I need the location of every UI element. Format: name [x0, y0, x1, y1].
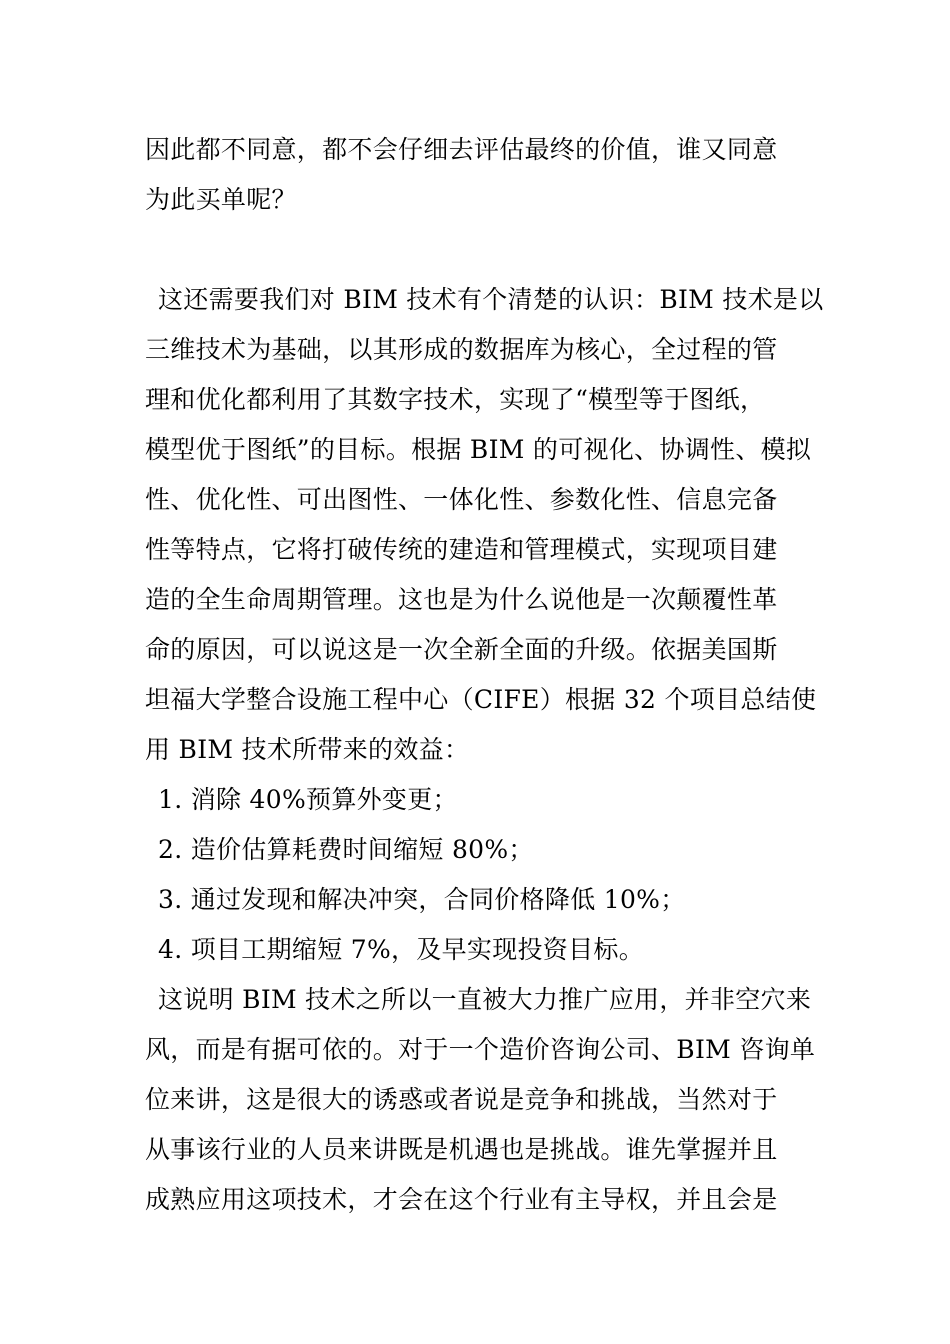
paragraph-2-line-8: 命的原因，可以说这是一次全新全面的升级。依据美国斯: [145, 635, 778, 664]
paragraph-1-line-1: 因此都不同意，都不会仔细去评估最终的价值，谁又同意: [145, 135, 778, 164]
paragraph-2-line-3: 理和优化都利用了其数字技术，实现了“模型等于图纸，: [145, 385, 766, 414]
paragraph-2-line-4: 模型优于图纸”的目标。根据 BIM 的可视化、协调性、模拟: [145, 435, 812, 464]
paragraph-2-line-10: 用 BIM 技术所带来的效益：: [145, 735, 470, 764]
paragraph-2-line-2: 三维技术为基础，以其形成的数据库为核心，全过程的管: [145, 335, 778, 364]
paragraph-3-line-2: 风，而是有据可依的。对于一个造价咨询公司、BIM 咨询单: [145, 1035, 816, 1064]
paragraph-2-line-6: 性等特点，它将打破传统的建造和管理模式，实现项目建: [145, 535, 778, 564]
paragraph-2-line-1: 这还需要我们对 BIM 技术有个清楚的认识：BIM 技术是以: [158, 285, 824, 314]
paragraph-3-line-1: 这说明 BIM 技术之所以一直被大力推广应用，并非空穴来: [158, 985, 812, 1014]
paragraph-2-line-9: 坦福大学整合设施工程中心（CIFE）根据 32 个项目总结使: [145, 685, 817, 714]
paragraph-3-line-5: 成熟应用这项技术，才会在这个行业有主导权，并且会是: [145, 1185, 778, 1214]
paragraph-3-line-4: 从事该行业的人员来讲既是机遇也是挑战。谁先掌握并且: [145, 1135, 778, 1164]
list-item-4: 4. 项目工期缩短 7%，及早实现投资目标。: [158, 935, 645, 964]
list-item-3: 3. 通过发现和解决冲突，合同价格降低 10%；: [158, 885, 686, 914]
list-item-1: 1. 消除 40%预算外变更；: [158, 785, 458, 814]
paragraph-3-line-3: 位来讲，这是很大的诱惑或者说是竞争和挑战，当然对于: [145, 1085, 778, 1114]
paragraph-1-line-2: 为此买单呢？: [145, 185, 297, 214]
list-item-2: 2. 造价估算耗费时间缩短 80%；: [158, 835, 534, 864]
paragraph-2-line-7: 造的全生命周期管理。这也是为什么说他是一次颠覆性革: [145, 585, 778, 614]
paragraph-2-line-5: 性、优化性、可出图性、一体化性、参数化性、信息完备: [145, 485, 778, 514]
